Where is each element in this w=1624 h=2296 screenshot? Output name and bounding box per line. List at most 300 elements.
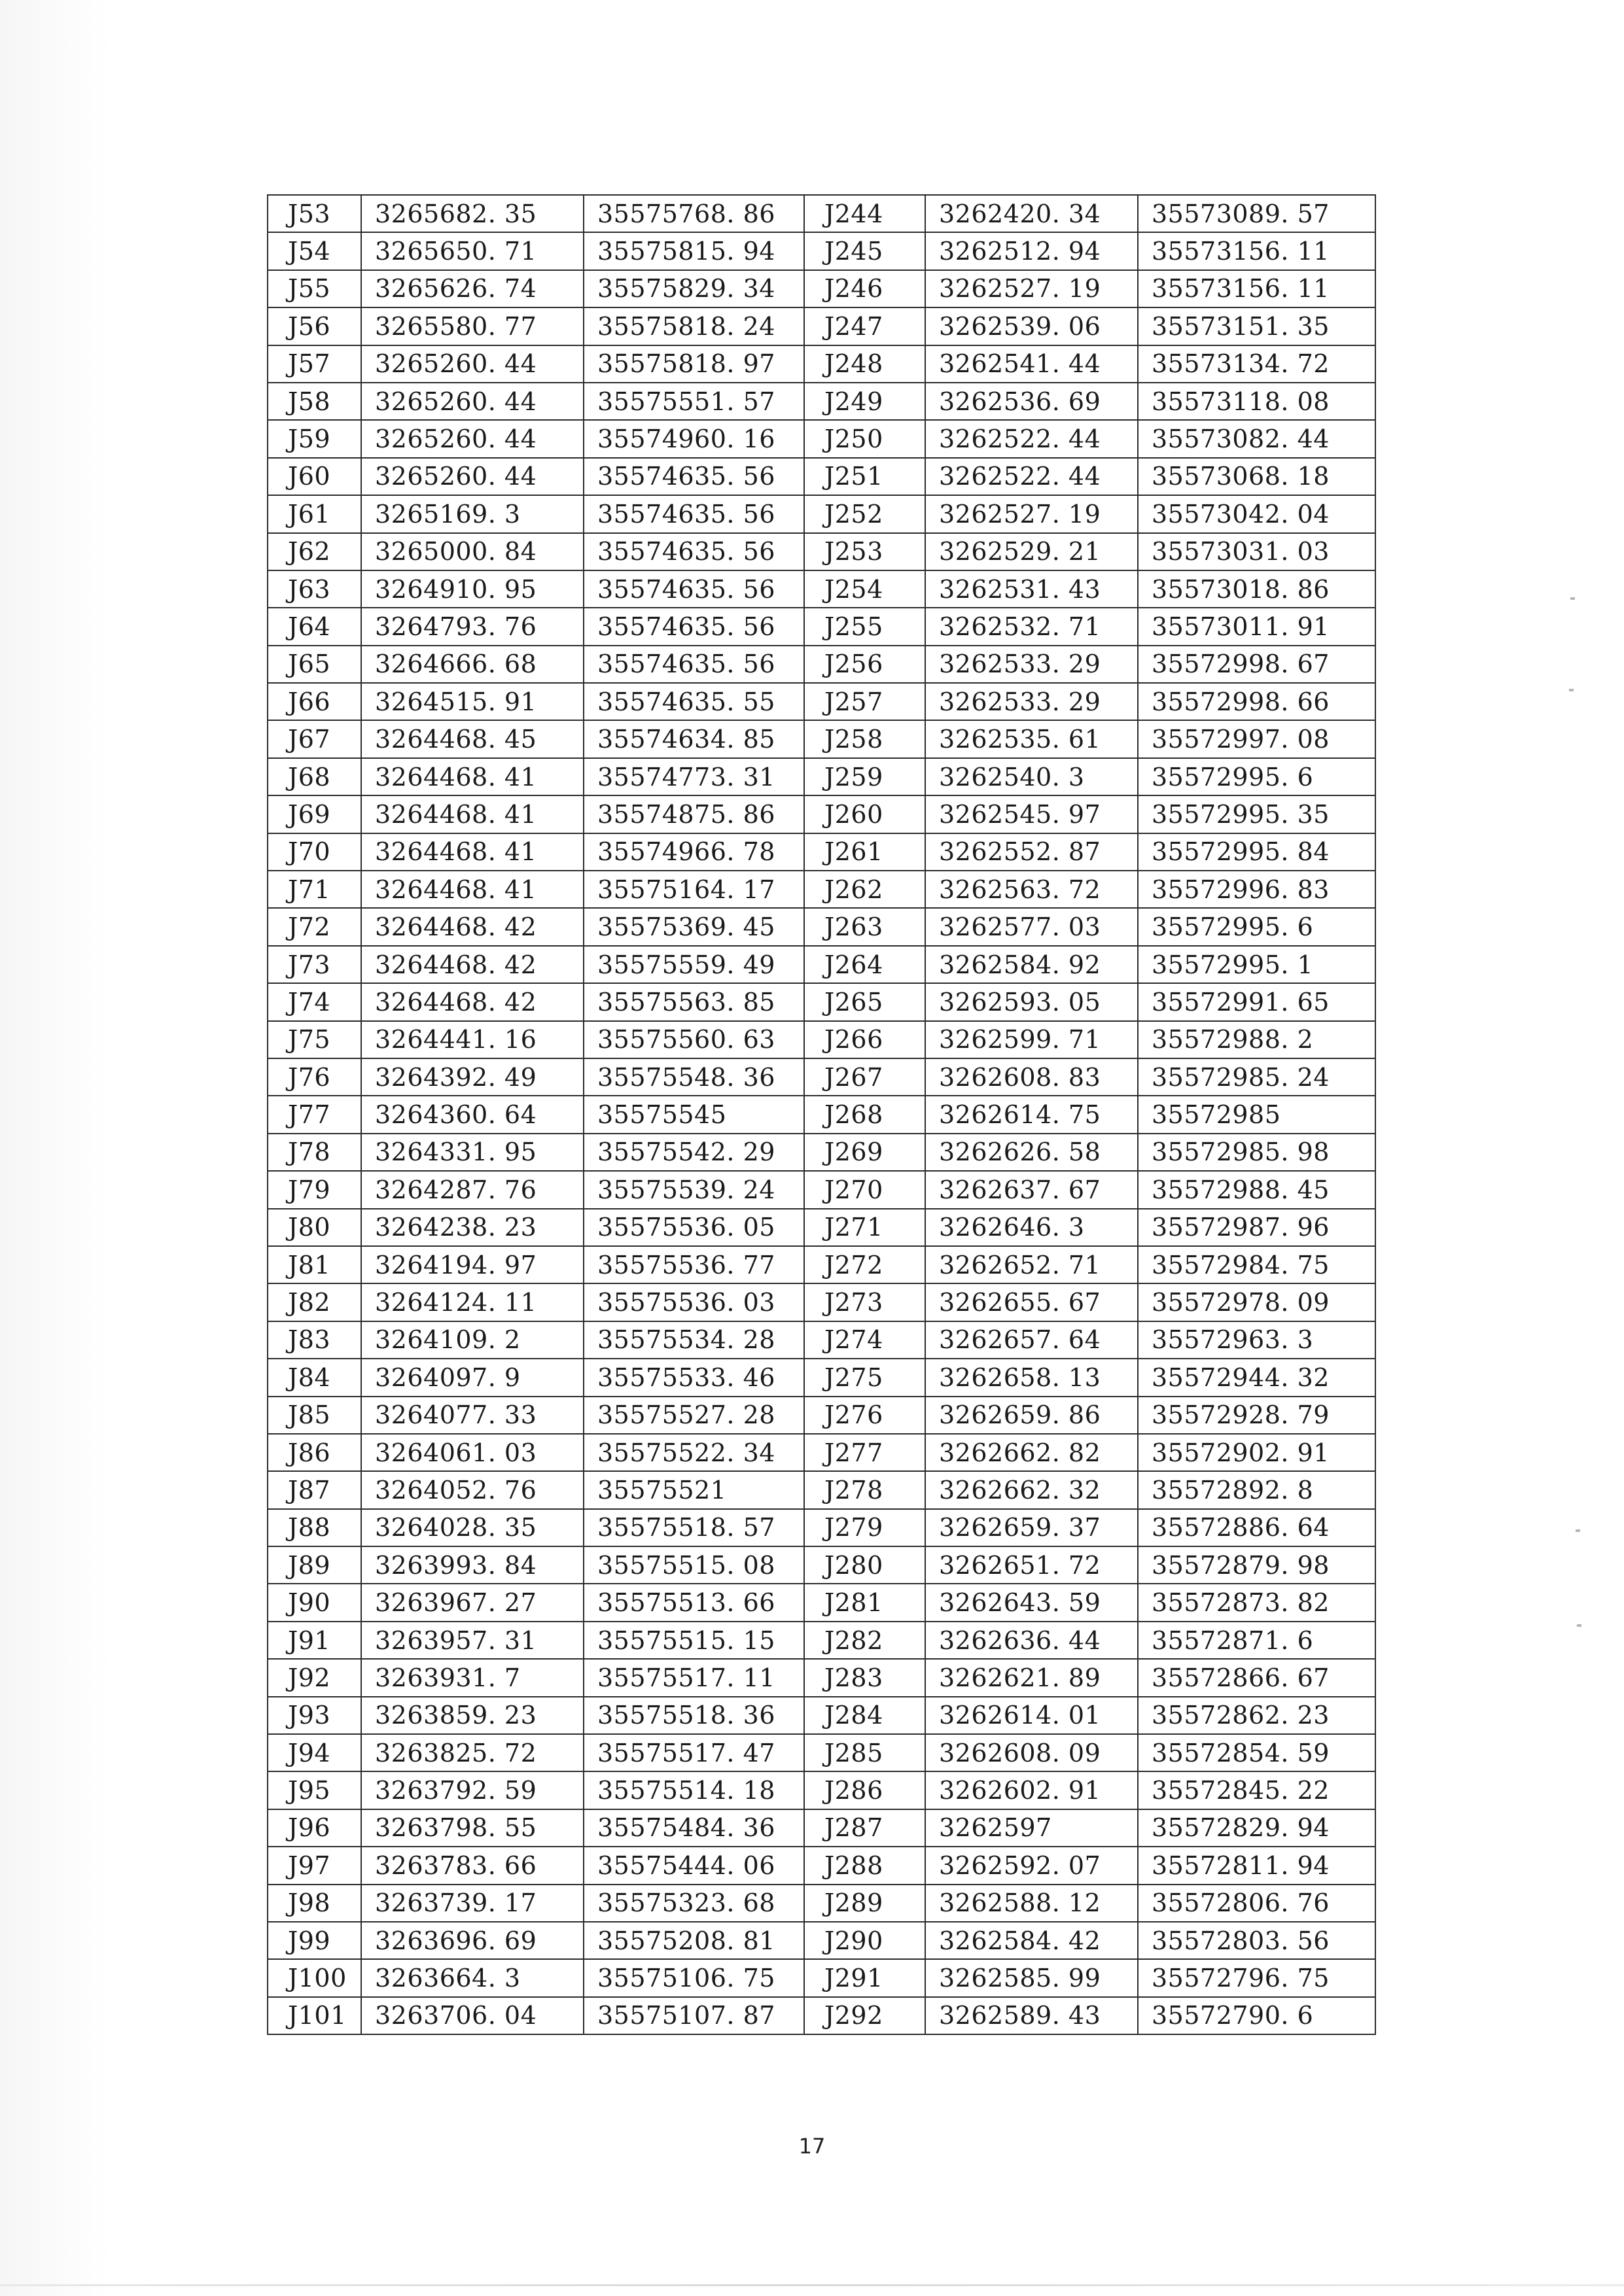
x-coord-right-cell: 3262527. 19 [925, 495, 1138, 532]
point-id-right-cell: J287 [804, 1809, 925, 1847]
point-id-right-cell: J262 [804, 871, 925, 908]
point-id-right-cell: J255 [804, 608, 925, 645]
x-coord-left-cell: 3265169. 3 [361, 495, 584, 532]
y-coord-right-cell: 35572892. 8 [1138, 1471, 1375, 1508]
y-coord-right-cell: 35572984. 75 [1138, 1246, 1375, 1283]
x-coord-right-cell: 3262540. 3 [925, 758, 1138, 795]
point-id-right-cell: J285 [804, 1734, 925, 1771]
x-coord-right-cell: 3262533. 29 [925, 646, 1138, 683]
point-id-left-cell: J69 [268, 795, 361, 833]
table-row [268, 1847, 1375, 1884]
y-coord-left-cell: 35575563. 85 [584, 983, 804, 1020]
table-row [268, 1058, 1375, 1096]
x-coord-right-cell: 3262608. 83 [925, 1058, 1138, 1096]
point-id-right-cell: J271 [804, 1209, 925, 1246]
y-coord-left-cell: 35575164. 17 [584, 871, 804, 908]
y-coord-left-cell: 35574635. 56 [584, 495, 804, 532]
x-coord-left-cell: 3263825. 72 [361, 1734, 584, 1771]
y-coord-left-cell: 35575444. 06 [584, 1847, 804, 1884]
point-id-left-cell: J92 [268, 1659, 361, 1696]
x-coord-left-cell: 3264194. 97 [361, 1246, 584, 1283]
x-coord-left-cell: 3264441. 16 [361, 1021, 584, 1058]
point-id-right-cell: J279 [804, 1509, 925, 1546]
x-coord-right-cell: 3262651. 72 [925, 1546, 1138, 1584]
x-coord-left-cell: 3263859. 23 [361, 1697, 584, 1734]
y-coord-left-cell: 35575545 [584, 1096, 804, 1133]
y-coord-left-cell: 35575560. 63 [584, 1021, 804, 1058]
point-id-right-cell: J291 [804, 1959, 925, 1996]
y-coord-left-cell: 35575514. 18 [584, 1771, 804, 1809]
x-coord-left-cell: 3265000. 84 [361, 533, 584, 570]
y-coord-right-cell: 35573151. 35 [1138, 307, 1375, 345]
x-coord-right-cell: 3262512. 94 [925, 232, 1138, 270]
y-coord-right-cell: 35573018. 86 [1138, 570, 1375, 608]
y-coord-left-cell: 35575515. 15 [584, 1622, 804, 1659]
point-id-left-cell: J71 [268, 871, 361, 908]
table-row [268, 1546, 1375, 1584]
point-id-right-cell: J274 [804, 1321, 925, 1359]
point-id-right-cell: J286 [804, 1771, 925, 1809]
x-coord-left-cell: 3264097. 9 [361, 1359, 584, 1396]
table-row [268, 420, 1375, 457]
table-row [268, 533, 1375, 570]
table-row [268, 270, 1375, 307]
x-coord-left-cell: 3264109. 2 [361, 1321, 584, 1359]
y-coord-left-cell: 35575484. 36 [584, 1809, 804, 1847]
x-coord-left-cell: 3265260. 44 [361, 458, 584, 495]
table-row [268, 608, 1375, 645]
y-coord-left-cell: 35575818. 97 [584, 345, 804, 383]
point-id-right-cell: J250 [804, 420, 925, 457]
y-coord-left-cell: 35575518. 36 [584, 1697, 804, 1734]
point-id-left-cell: J76 [268, 1058, 361, 1096]
x-coord-right-cell: 3262593. 05 [925, 983, 1138, 1020]
point-id-left-cell: J70 [268, 833, 361, 871]
y-coord-right-cell: 35572854. 59 [1138, 1734, 1375, 1771]
y-coord-right-cell: 35572845. 22 [1138, 1771, 1375, 1809]
y-coord-right-cell: 35573156. 11 [1138, 270, 1375, 307]
point-id-right-cell: J278 [804, 1471, 925, 1508]
point-id-right-cell: J256 [804, 646, 925, 683]
table-row [268, 1771, 1375, 1809]
y-coord-right-cell: 35573134. 72 [1138, 345, 1375, 383]
point-id-left-cell: J96 [268, 1809, 361, 1847]
y-coord-right-cell: 35573068. 18 [1138, 458, 1375, 495]
y-coord-left-cell: 35575517. 47 [584, 1734, 804, 1771]
point-id-left-cell: J98 [268, 1885, 361, 1922]
table-row [268, 1434, 1375, 1471]
scan-bottom-edge [0, 2284, 1624, 2286]
point-id-left-cell: J81 [268, 1246, 361, 1283]
y-coord-right-cell: 35572997. 08 [1138, 720, 1375, 757]
point-id-left-cell: J84 [268, 1359, 361, 1396]
y-coord-right-cell: 35573011. 91 [1138, 608, 1375, 645]
y-coord-left-cell: 35575518. 57 [584, 1509, 804, 1546]
point-id-right-cell: J288 [804, 1847, 925, 1884]
point-id-right-cell: J265 [804, 983, 925, 1020]
x-coord-left-cell: 3264468. 41 [361, 795, 584, 833]
x-coord-left-cell: 3265650. 71 [361, 232, 584, 270]
point-id-left-cell: J59 [268, 420, 361, 457]
point-id-left-cell: J86 [268, 1434, 361, 1471]
x-coord-right-cell: 3262529. 21 [925, 533, 1138, 570]
x-coord-left-cell: 3265580. 77 [361, 307, 584, 345]
y-coord-left-cell: 35575768. 86 [584, 195, 804, 232]
page-number: 17 [798, 2134, 826, 2159]
point-id-right-cell: J259 [804, 758, 925, 795]
point-id-left-cell: J63 [268, 570, 361, 608]
point-id-left-cell: J80 [268, 1209, 361, 1246]
point-id-right-cell: J290 [804, 1922, 925, 1959]
table-row [268, 646, 1375, 683]
y-coord-right-cell: 35572995. 6 [1138, 908, 1375, 945]
y-coord-left-cell: 35575107. 87 [584, 1997, 804, 2034]
x-coord-right-cell: 3262652. 71 [925, 1246, 1138, 1283]
point-id-right-cell: J247 [804, 307, 925, 345]
table-row [268, 458, 1375, 495]
table-row [268, 1509, 1375, 1546]
x-coord-left-cell: 3264468. 42 [361, 908, 584, 945]
x-coord-left-cell: 3264331. 95 [361, 1134, 584, 1171]
table-row [268, 1734, 1375, 1771]
x-coord-left-cell: 3263696. 69 [361, 1922, 584, 1959]
point-id-left-cell: J93 [268, 1697, 361, 1734]
table-row [268, 983, 1375, 1020]
x-coord-left-cell: 3264468. 41 [361, 833, 584, 871]
x-coord-right-cell: 3262531. 43 [925, 570, 1138, 608]
x-coord-left-cell: 3263798. 55 [361, 1809, 584, 1847]
y-coord-left-cell: 35575106. 75 [584, 1959, 804, 1996]
y-coord-right-cell: 35572987. 96 [1138, 1209, 1375, 1246]
y-coord-left-cell: 35574635. 56 [584, 458, 804, 495]
y-coord-left-cell: 35574960. 16 [584, 420, 804, 457]
x-coord-left-cell: 3263739. 17 [361, 1885, 584, 1922]
x-coord-right-cell: 3262584. 42 [925, 1922, 1138, 1959]
y-coord-left-cell: 35575818. 24 [584, 307, 804, 345]
table-row [268, 1885, 1375, 1922]
table-row [268, 1471, 1375, 1508]
table-row [268, 720, 1375, 757]
y-coord-right-cell: 35572995. 1 [1138, 946, 1375, 983]
y-coord-right-cell: 35572988. 45 [1138, 1171, 1375, 1208]
x-coord-right-cell: 3262522. 44 [925, 458, 1138, 495]
point-id-right-cell: J283 [804, 1659, 925, 1696]
point-id-right-cell: J268 [804, 1096, 925, 1133]
point-id-right-cell: J292 [804, 1997, 925, 2034]
x-coord-right-cell: 3262539. 06 [925, 307, 1138, 345]
x-coord-right-cell: 3262636. 44 [925, 1622, 1138, 1659]
table-row [268, 1997, 1375, 2034]
point-id-right-cell: J281 [804, 1584, 925, 1621]
y-coord-right-cell: 35572866. 67 [1138, 1659, 1375, 1696]
point-id-left-cell: J60 [268, 458, 361, 495]
point-id-right-cell: J269 [804, 1134, 925, 1171]
x-coord-right-cell: 3262589. 43 [925, 1997, 1138, 2034]
x-coord-right-cell: 3262533. 29 [925, 683, 1138, 720]
y-coord-left-cell: 35575542. 29 [584, 1134, 804, 1171]
point-id-left-cell: J89 [268, 1546, 361, 1584]
point-id-left-cell: J73 [268, 946, 361, 983]
point-id-left-cell: J54 [268, 232, 361, 270]
y-coord-right-cell: 35572879. 98 [1138, 1546, 1375, 1584]
point-id-left-cell: J77 [268, 1096, 361, 1133]
x-coord-left-cell: 3264061. 03 [361, 1434, 584, 1471]
x-coord-left-cell: 3264360. 64 [361, 1096, 584, 1133]
x-coord-right-cell: 3262657. 64 [925, 1321, 1138, 1359]
table-row [268, 1922, 1375, 1959]
x-coord-right-cell: 3262621. 89 [925, 1659, 1138, 1696]
x-coord-right-cell: 3262535. 61 [925, 720, 1138, 757]
table-row [268, 495, 1375, 532]
x-coord-left-cell: 3264793. 76 [361, 608, 584, 645]
table-row [268, 1283, 1375, 1321]
x-coord-right-cell: 3262584. 92 [925, 946, 1138, 983]
y-coord-right-cell: 35572811. 94 [1138, 1847, 1375, 1884]
point-id-left-cell: J57 [268, 345, 361, 383]
x-coord-right-cell: 3262577. 03 [925, 908, 1138, 945]
x-coord-right-cell: 3262585. 99 [925, 1959, 1138, 1996]
y-coord-left-cell: 35575522. 34 [584, 1434, 804, 1471]
point-id-left-cell: J78 [268, 1134, 361, 1171]
point-id-right-cell: J273 [804, 1283, 925, 1321]
x-coord-left-cell: 3264468. 45 [361, 720, 584, 757]
point-id-left-cell: J82 [268, 1283, 361, 1321]
y-coord-right-cell: 35572886. 64 [1138, 1509, 1375, 1546]
y-coord-left-cell: 35575536. 03 [584, 1283, 804, 1321]
table-row [268, 758, 1375, 795]
table-row [268, 1246, 1375, 1283]
point-id-right-cell: J261 [804, 833, 925, 871]
point-id-left-cell: J83 [268, 1321, 361, 1359]
y-coord-right-cell: 35572995. 6 [1138, 758, 1375, 795]
point-id-right-cell: J260 [804, 795, 925, 833]
point-id-right-cell: J270 [804, 1171, 925, 1208]
table-row [268, 871, 1375, 908]
y-coord-right-cell: 35572871. 6 [1138, 1622, 1375, 1659]
x-coord-right-cell: 3262608. 09 [925, 1734, 1138, 1771]
y-coord-left-cell: 35575539. 24 [584, 1171, 804, 1208]
point-id-right-cell: J277 [804, 1434, 925, 1471]
point-id-right-cell: J264 [804, 946, 925, 983]
y-coord-right-cell: 35572985. 24 [1138, 1058, 1375, 1096]
x-coord-right-cell: 3262662. 32 [925, 1471, 1138, 1508]
y-coord-right-cell: 35572988. 2 [1138, 1021, 1375, 1058]
y-coord-left-cell: 35575548. 36 [584, 1058, 804, 1096]
x-coord-left-cell: 3264468. 41 [361, 758, 584, 795]
y-coord-left-cell: 35574773. 31 [584, 758, 804, 795]
x-coord-right-cell: 3262536. 69 [925, 383, 1138, 420]
x-coord-left-cell: 3264287. 76 [361, 1171, 584, 1208]
y-coord-right-cell: 35572991. 65 [1138, 983, 1375, 1020]
x-coord-left-cell: 3264515. 91 [361, 683, 584, 720]
point-id-left-cell: J97 [268, 1847, 361, 1884]
point-id-right-cell: J252 [804, 495, 925, 532]
point-id-left-cell: J94 [268, 1734, 361, 1771]
table-row [268, 195, 1375, 232]
x-coord-right-cell: 3262637. 67 [925, 1171, 1138, 1208]
point-id-left-cell: J62 [268, 533, 361, 570]
x-coord-right-cell: 3262522. 44 [925, 420, 1138, 457]
x-coord-left-cell: 3265626. 74 [361, 270, 584, 307]
y-coord-left-cell: 35575533. 46 [584, 1359, 804, 1396]
point-id-right-cell: J272 [804, 1246, 925, 1283]
table-body [268, 195, 1375, 2034]
x-coord-left-cell: 3264052. 76 [361, 1471, 584, 1508]
point-id-right-cell: J267 [804, 1058, 925, 1096]
scan-speck [1569, 689, 1574, 691]
x-coord-right-cell: 3262541. 44 [925, 345, 1138, 383]
y-coord-left-cell: 35575323. 68 [584, 1885, 804, 1922]
y-coord-right-cell: 35572985. 98 [1138, 1134, 1375, 1171]
point-id-left-cell: J91 [268, 1622, 361, 1659]
x-coord-left-cell: 3265682. 35 [361, 195, 584, 232]
y-coord-right-cell: 35573082. 44 [1138, 420, 1375, 457]
point-id-right-cell: J254 [804, 570, 925, 608]
point-id-right-cell: J246 [804, 270, 925, 307]
x-coord-left-cell: 3264124. 11 [361, 1283, 584, 1321]
x-coord-right-cell: 3262614. 01 [925, 1697, 1138, 1734]
y-coord-right-cell: 35572928. 79 [1138, 1397, 1375, 1434]
x-coord-right-cell: 3262563. 72 [925, 871, 1138, 908]
y-coord-right-cell: 35572803. 56 [1138, 1922, 1375, 1959]
y-coord-left-cell: 35575527. 28 [584, 1397, 804, 1434]
point-id-right-cell: J249 [804, 383, 925, 420]
y-coord-right-cell: 35573156. 11 [1138, 232, 1375, 270]
x-coord-right-cell: 3262643. 59 [925, 1584, 1138, 1621]
point-id-left-cell: J64 [268, 608, 361, 645]
y-coord-left-cell: 35575815. 94 [584, 232, 804, 270]
table-row [268, 1096, 1375, 1133]
x-coord-right-cell: 3262532. 71 [925, 608, 1138, 645]
table-row [268, 1209, 1375, 1246]
point-id-left-cell: J88 [268, 1509, 361, 1546]
x-coord-right-cell: 3262602. 91 [925, 1771, 1138, 1809]
point-id-right-cell: J275 [804, 1359, 925, 1396]
point-id-right-cell: J284 [804, 1697, 925, 1734]
point-id-right-cell: J248 [804, 345, 925, 383]
table-row [268, 946, 1375, 983]
point-id-left-cell: J99 [268, 1922, 361, 1959]
y-coord-left-cell: 35575829. 34 [584, 270, 804, 307]
point-id-right-cell: J251 [804, 458, 925, 495]
y-coord-left-cell: 35574634. 85 [584, 720, 804, 757]
y-coord-right-cell: 35572963. 3 [1138, 1321, 1375, 1359]
x-coord-right-cell: 3262545. 97 [925, 795, 1138, 833]
point-id-right-cell: J280 [804, 1546, 925, 1584]
y-coord-left-cell: 35575513. 66 [584, 1584, 804, 1621]
y-coord-left-cell: 35574875. 86 [584, 795, 804, 833]
y-coord-left-cell: 35575208. 81 [584, 1922, 804, 1959]
x-coord-left-cell: 3263664. 3 [361, 1959, 584, 1996]
x-coord-left-cell: 3263792. 59 [361, 1771, 584, 1809]
table-row [268, 1584, 1375, 1621]
y-coord-right-cell: 35572998. 66 [1138, 683, 1375, 720]
x-coord-left-cell: 3264468. 41 [361, 871, 584, 908]
x-coord-right-cell: 3262420. 34 [925, 195, 1138, 232]
y-coord-left-cell: 35575515. 08 [584, 1546, 804, 1584]
y-coord-left-cell: 35574635. 56 [584, 646, 804, 683]
table-row [268, 232, 1375, 270]
table-row [268, 383, 1375, 420]
y-coord-right-cell: 35572796. 75 [1138, 1959, 1375, 1996]
table-row [268, 1659, 1375, 1696]
table-row [268, 908, 1375, 945]
point-id-left-cell: J67 [268, 720, 361, 757]
y-coord-left-cell: 35575551. 57 [584, 383, 804, 420]
y-coord-right-cell: 35572862. 23 [1138, 1697, 1375, 1734]
x-coord-right-cell: 3262552. 87 [925, 833, 1138, 871]
table-row [268, 345, 1375, 383]
y-coord-left-cell: 35575369. 45 [584, 908, 804, 945]
y-coord-right-cell: 35573031. 03 [1138, 533, 1375, 570]
x-coord-right-cell: 3262626. 58 [925, 1134, 1138, 1171]
point-id-left-cell: J55 [268, 270, 361, 307]
point-id-right-cell: J258 [804, 720, 925, 757]
y-coord-right-cell: 35572873. 82 [1138, 1584, 1375, 1621]
y-coord-left-cell: 35575517. 11 [584, 1659, 804, 1696]
x-coord-right-cell: 3262588. 12 [925, 1885, 1138, 1922]
y-coord-right-cell: 35572944. 32 [1138, 1359, 1375, 1396]
point-id-left-cell: J61 [268, 495, 361, 532]
y-coord-left-cell: 35575521 [584, 1471, 804, 1508]
table-row [268, 1359, 1375, 1396]
table-row [268, 1622, 1375, 1659]
x-coord-right-cell: 3262662. 82 [925, 1434, 1138, 1471]
x-coord-left-cell: 3264910. 95 [361, 570, 584, 608]
point-id-right-cell: J263 [804, 908, 925, 945]
point-id-left-cell: J65 [268, 646, 361, 683]
point-id-right-cell: J257 [804, 683, 925, 720]
scan-edge-shading [0, 0, 111, 2296]
y-coord-left-cell: 35574966. 78 [584, 833, 804, 871]
point-id-left-cell: J79 [268, 1171, 361, 1208]
table-row [268, 1809, 1375, 1847]
y-coord-right-cell: 35572985 [1138, 1096, 1375, 1133]
point-id-right-cell: J276 [804, 1397, 925, 1434]
x-coord-left-cell: 3264468. 42 [361, 983, 584, 1020]
x-coord-right-cell: 3262658. 13 [925, 1359, 1138, 1396]
y-coord-right-cell: 35572902. 91 [1138, 1434, 1375, 1471]
table-row [268, 1697, 1375, 1734]
point-id-left-cell: J85 [268, 1397, 361, 1434]
boundary-coordinate-table [267, 194, 1376, 2035]
x-coord-left-cell: 3264077. 33 [361, 1397, 584, 1434]
x-coord-right-cell: 3262646. 3 [925, 1209, 1138, 1246]
y-coord-left-cell: 35575559. 49 [584, 946, 804, 983]
point-id-right-cell: J245 [804, 232, 925, 270]
y-coord-left-cell: 35574635. 56 [584, 570, 804, 608]
point-id-left-cell: J101 [268, 1997, 361, 2034]
y-coord-left-cell: 35574635. 56 [584, 533, 804, 570]
point-id-right-cell: J282 [804, 1622, 925, 1659]
x-coord-left-cell: 3264028. 35 [361, 1509, 584, 1546]
table-row [268, 1134, 1375, 1171]
point-id-right-cell: J266 [804, 1021, 925, 1058]
x-coord-left-cell: 3265260. 44 [361, 383, 584, 420]
table-row [268, 1021, 1375, 1058]
point-id-left-cell: J58 [268, 383, 361, 420]
point-id-left-cell: J100 [268, 1959, 361, 1996]
scan-speck [1576, 1529, 1580, 1532]
table-row [268, 795, 1375, 833]
x-coord-left-cell: 3263931. 7 [361, 1659, 584, 1696]
x-coord-left-cell: 3264392. 49 [361, 1058, 584, 1096]
table-row [268, 833, 1375, 871]
point-id-left-cell: J53 [268, 195, 361, 232]
y-coord-right-cell: 35572998. 67 [1138, 646, 1375, 683]
y-coord-left-cell: 35575534. 28 [584, 1321, 804, 1359]
scan-speck [1570, 597, 1575, 600]
